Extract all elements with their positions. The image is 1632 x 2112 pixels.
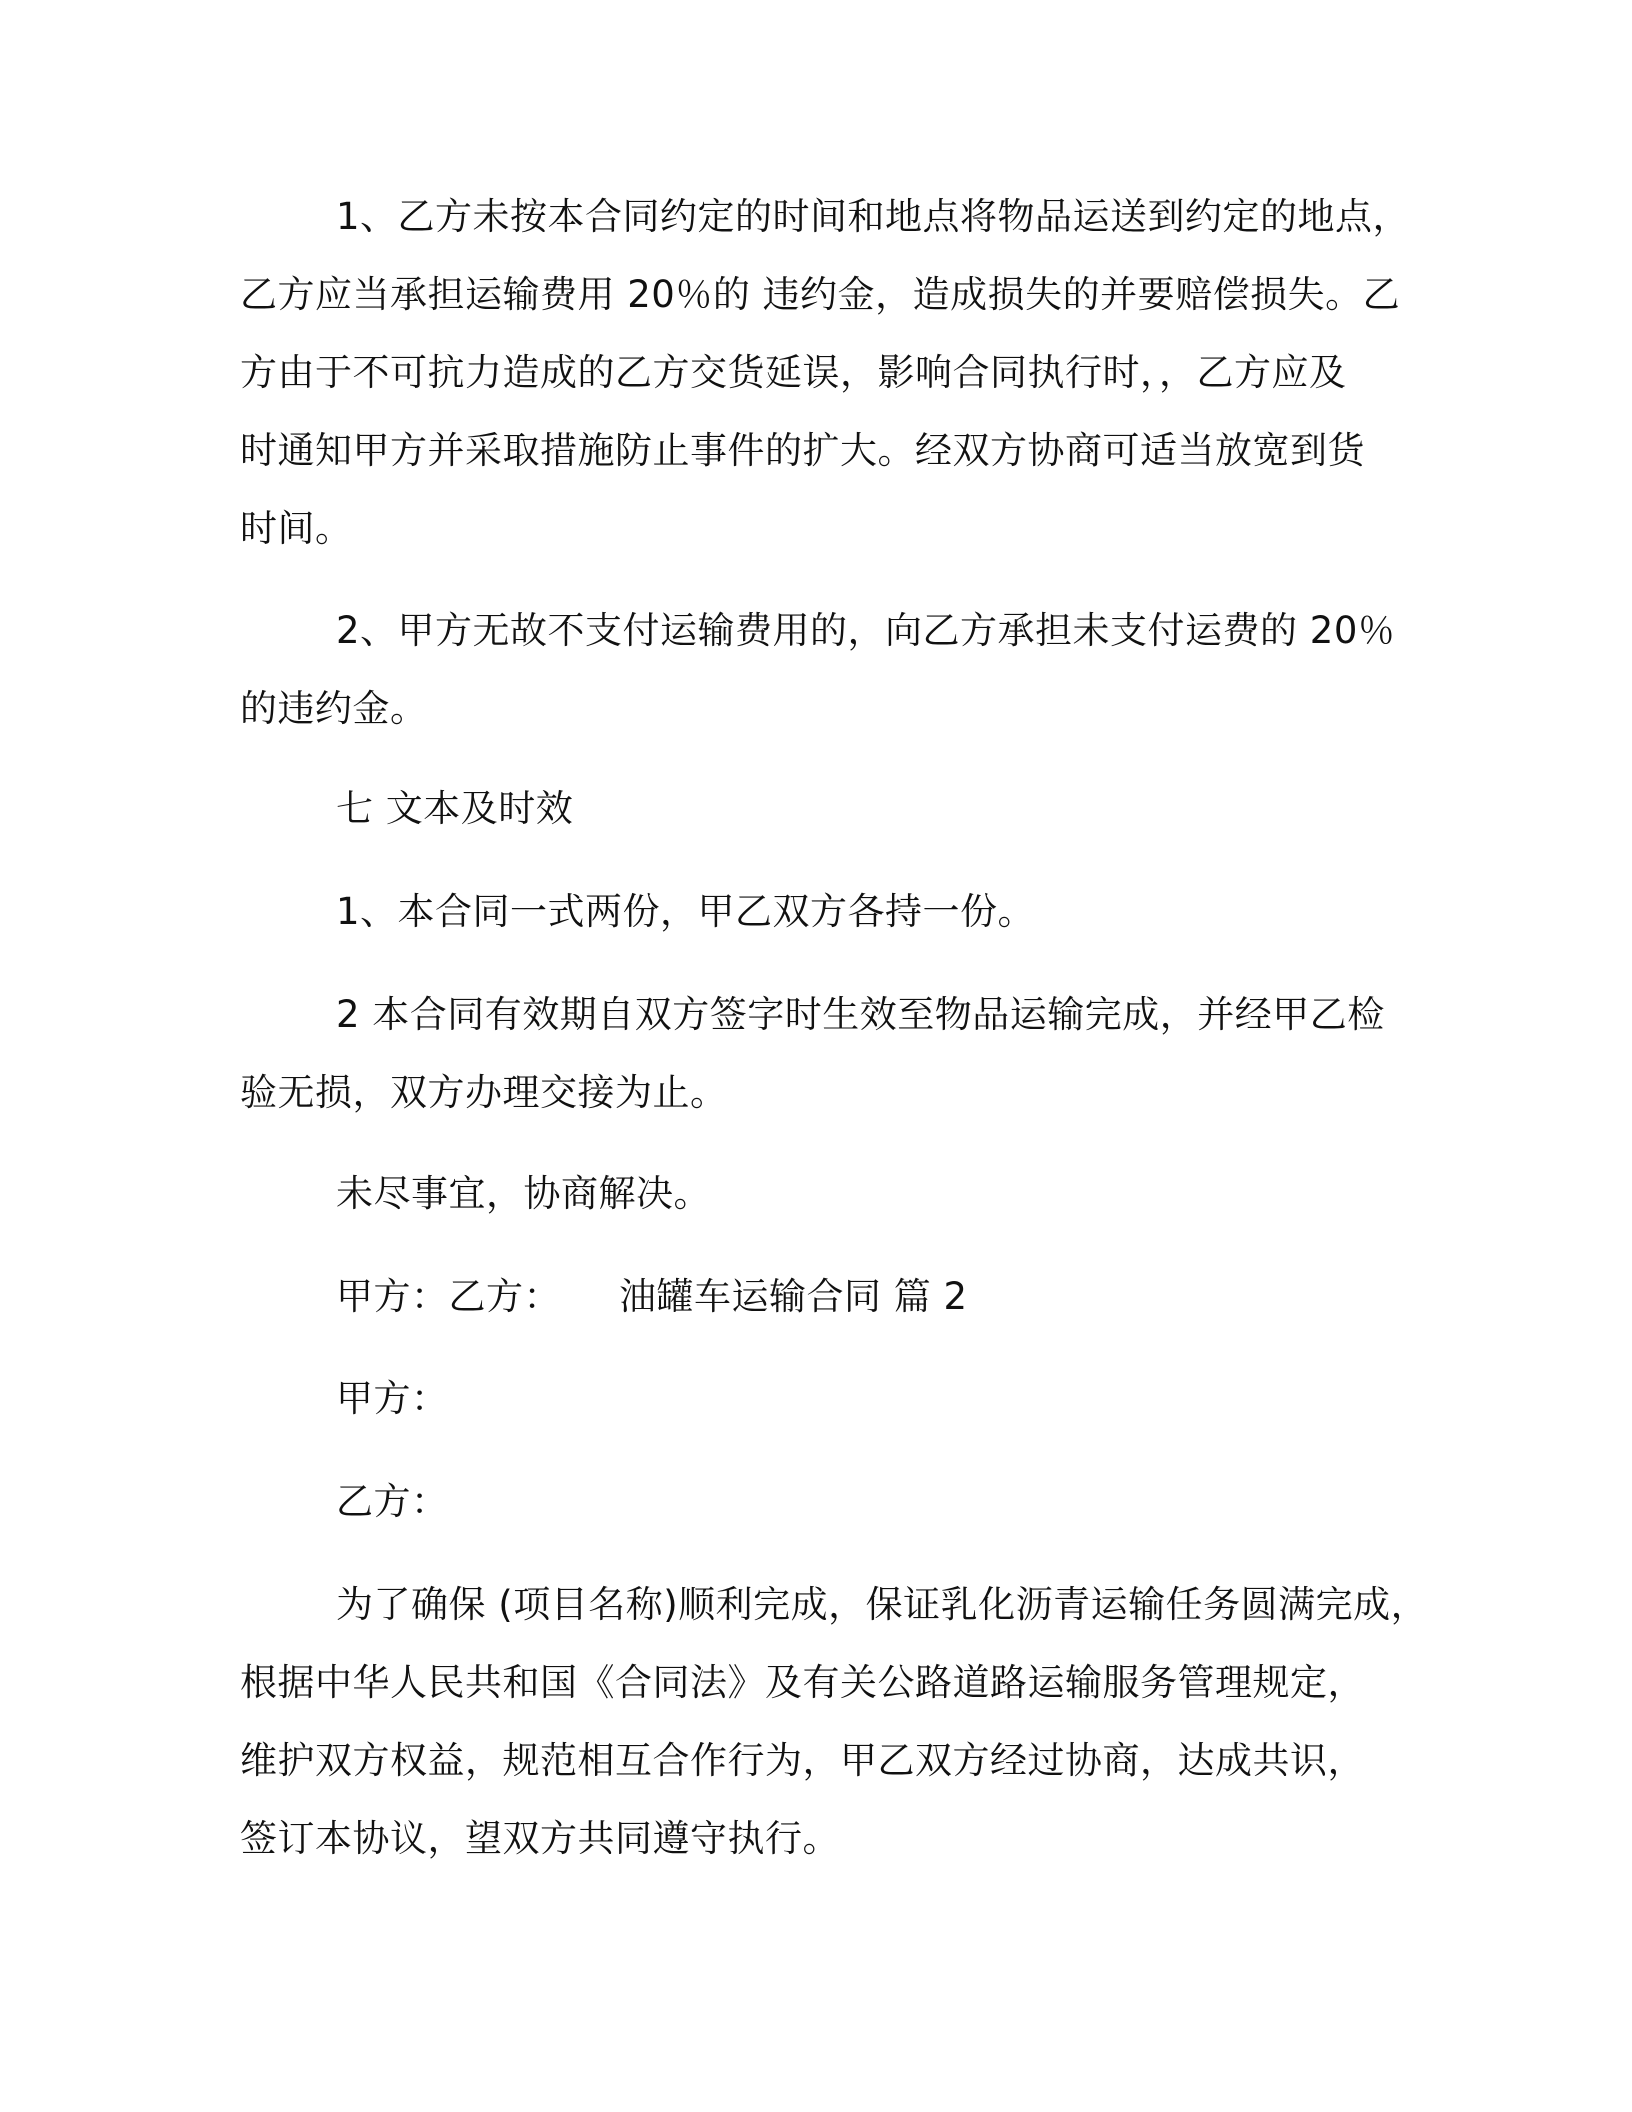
- signature-line: [240, 1258, 1400, 1336]
- text-line: 维护双方权益，规范相互合作行为，甲乙双方经过协商，达成共识，: [240, 1739, 1365, 1782]
- party-a-field: 甲方：: [336, 1377, 449, 1420]
- text-line: 的违约金。: [240, 687, 428, 730]
- text-line: 2、甲方无故不支付运输费用的，向乙方承担未支付运费的 20％: [336, 609, 1396, 652]
- closing-note: [240, 1155, 1400, 1233]
- contract-2-title: 油罐车运输合同 篇 2: [619, 1275, 968, 1318]
- clause-copies: [240, 873, 1400, 951]
- clause-validity: [240, 976, 1400, 1132]
- text-line: 根据中华人民共和国《合同法》及有关公路道路运输服务管理规定，: [240, 1661, 1365, 1704]
- section-heading: [240, 770, 1400, 848]
- text-line: 签订本协议，望双方共同遵守执行。: [240, 1817, 840, 1860]
- contract2-party-b: [240, 1463, 1400, 1541]
- party-a-label: 甲方：: [336, 1275, 449, 1318]
- clause-breach-by-party-b: [240, 178, 1411, 568]
- text-line: 验无损，双方办理交接为止。: [240, 1071, 728, 1114]
- text-line: 时通知甲方并采取措施防止事件的扩大。经双方协商可适当放宽到货: [240, 429, 1365, 472]
- signature-row: [240, 1258, 1400, 1336]
- text-line: 2 本合同有效期自双方签字时生效至物品运输完成，并经甲乙检: [336, 993, 1385, 1036]
- contract2-preamble: [240, 1566, 1429, 1878]
- text-line: 未尽事宜，协商解决。: [336, 1172, 711, 1215]
- contract2-party-a: [240, 1360, 1400, 1438]
- section-7-heading: 七 文本及时效: [336, 787, 574, 830]
- clause-breach-by-party-a: [240, 592, 1400, 748]
- party-b-label: 乙方：: [448, 1275, 561, 1318]
- text-line: 1、本合同一式两份，甲乙双方各持一份。: [336, 890, 1036, 933]
- text-line: 为了确保 (项目名称)顺利完成，保证乳化沥青运输任务圆满完成，: [336, 1583, 1429, 1626]
- text-line: 1、乙方未按本合同约定的时间和地点将物品运送到约定的地点，: [336, 195, 1411, 238]
- text-line: 方由于不可抗力造成的乙方交货延误，影响合同执行时，，乙方应及: [240, 351, 1347, 394]
- party-b-field: 乙方：: [336, 1480, 449, 1523]
- text-line: 乙方应当承担运输费用 20％的 违约金，造成损失的并要赔偿损失。乙: [240, 273, 1401, 316]
- text-line: 时间。: [240, 507, 353, 550]
